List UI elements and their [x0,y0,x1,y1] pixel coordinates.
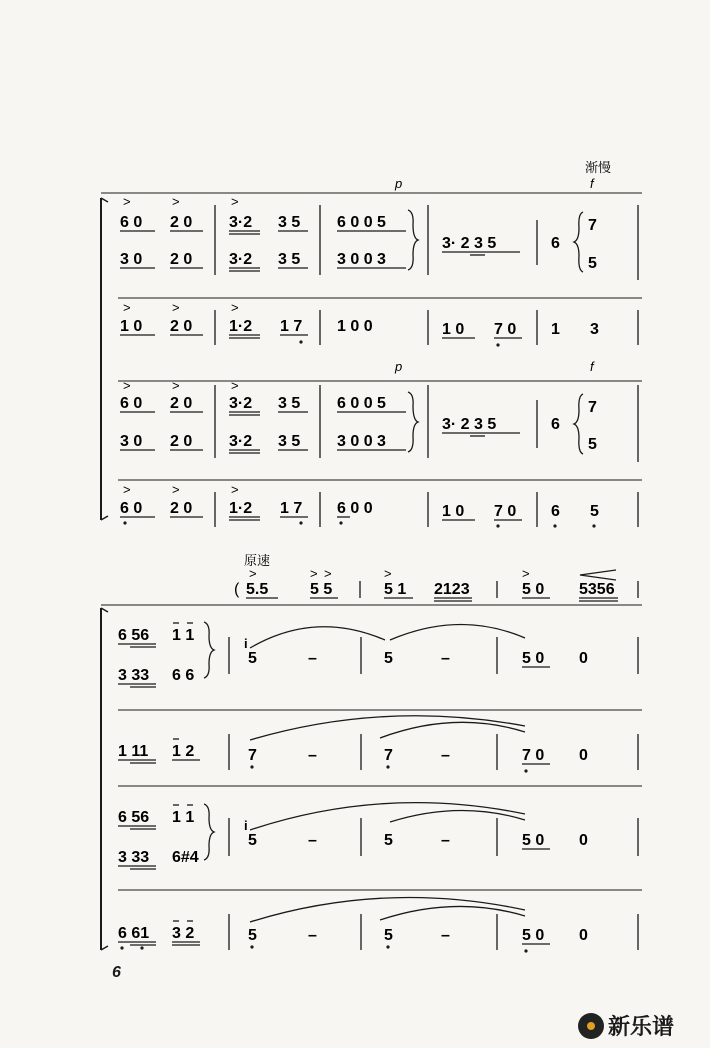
note: 6 0 0 [337,500,373,517]
note: – [441,650,450,667]
svg-text:(: ( [234,581,240,598]
note: 3 0 [120,433,143,450]
note: 5 0 [522,650,545,667]
note: 6#4 [172,849,199,866]
note: 2 0 [170,395,193,412]
note: 3 5 [278,433,301,450]
svg-text:>: > [172,482,180,497]
note: 1 1 [172,627,195,644]
system1-staff1 [120,194,638,280]
note: 2 0 [170,433,193,450]
note: 6 56 [118,809,150,826]
note: 1 11 [118,743,149,760]
note: 1 0 0 [337,318,373,335]
svg-text:>: > [172,378,180,393]
svg-text:>: > [324,566,332,581]
svg-text:>: > [123,300,131,315]
note: 6 0 0 5 [337,214,386,231]
grace-note: i [244,636,248,651]
note: 1 0 [442,503,465,520]
note: 3·2 [229,433,253,450]
note: 5 0 [522,832,545,849]
logo-text: 新乐谱 [608,1015,675,1040]
note: 1·2 [229,318,253,335]
note: 7 [384,747,393,764]
system2-intro-line [234,566,638,601]
note: 3 33 [118,667,150,684]
note: 5 5 [310,581,333,598]
grace-note: i [244,818,248,833]
system1-staff4 [120,482,638,528]
svg-text:>: > [231,300,239,315]
note: 5 [588,255,597,272]
note: – [308,927,317,944]
note: 1 0 [442,321,465,338]
note: 3 0 0 3 [337,251,386,268]
note: 3· 2 3 5 [442,416,497,433]
note: 0 [579,650,588,667]
system2-bracket [101,608,108,950]
svg-text:>: > [172,300,180,315]
note: 1 7 [280,318,303,335]
note: 2123 [434,581,470,598]
system1-staff3 [120,378,638,462]
note: 5 1 [384,581,407,598]
note: 5 0 [522,927,545,944]
note: 6 6 [172,667,195,684]
note: 5.5 [246,581,269,598]
note: 2 0 [170,318,193,335]
note: 5 [384,927,393,944]
note: 7 [588,217,597,234]
note: 3 2 [172,925,195,942]
note: 0 [579,832,588,849]
note: 2 0 [170,251,193,268]
record-disc-icon [578,1013,604,1039]
svg-text:>: > [172,194,180,209]
system2-staff2 [118,716,638,773]
note: 3·2 [229,251,253,268]
note: 1 7 [280,500,303,517]
note: – [441,832,450,849]
note: 5 [248,650,257,667]
note: 6 [551,235,560,252]
system1-bracket [101,198,108,520]
note: 6 56 [118,627,150,644]
note: 0 [579,747,588,764]
note: 3 5 [278,214,301,231]
note: 2 0 [170,214,193,231]
note: 3·2 [229,214,253,231]
note: 3 5 [278,251,301,268]
note: 3· 2 3 5 [442,235,497,252]
svg-text:>: > [249,566,257,581]
dynamic-f-2: f [590,359,594,374]
svg-text:>: > [123,482,131,497]
note: 7 [248,747,257,764]
note: 5 [590,503,599,520]
note: – [308,832,317,849]
system2-staff1 [118,622,638,687]
svg-text:>: > [231,482,239,497]
note: 5 0 [522,581,545,598]
svg-text:>: > [522,566,530,581]
note: 1 [551,321,560,338]
tempo-original-marking: 原速 [244,553,271,568]
note: 3 5 [278,395,301,412]
note: 7 0 [494,503,517,520]
page-number: 6 [112,964,121,981]
note: 1·2 [229,500,253,517]
note: 6 0 [120,214,143,231]
note: 5 [384,832,393,849]
note: 1 2 [172,743,195,760]
site-logo [578,1010,674,1041]
note: 5 [248,927,257,944]
note: 3 0 [120,251,143,268]
svg-text:>: > [123,378,131,393]
note: 5 [248,832,257,849]
note: 3 0 0 3 [337,433,386,450]
note: 7 0 [494,321,517,338]
note: 0 [579,927,588,944]
dynamic-p-2: p [395,359,403,374]
note: 1 0 [120,318,143,335]
note: 2 0 [170,500,193,517]
note: 6 0 [120,395,143,412]
note: 6 0 [120,500,143,517]
note: 6 61 [118,925,150,942]
dynamic-f-1: f [590,176,594,191]
note: 5 [588,436,597,453]
note: 5356 [579,581,615,598]
svg-text:>: > [384,566,392,581]
svg-text:>: > [310,566,318,581]
note: – [308,650,317,667]
tempo-slow-marking: 渐慢 [585,160,612,175]
note: 1 1 [172,809,195,826]
svg-text:>: > [231,194,239,209]
note: 6 [551,416,560,433]
svg-text:>: > [123,194,131,209]
dynamic-p-1: p [395,176,403,191]
note: 7 0 [522,747,545,764]
note: 3 33 [118,849,150,866]
note: 3·2 [229,395,253,412]
system2-staff4 [118,898,638,953]
note: 5 [384,650,393,667]
note: 6 [551,503,560,520]
note: – [441,927,450,944]
system2-staff3 [118,803,638,869]
note: 6 0 0 5 [337,395,386,412]
note: 7 [588,399,597,416]
note: – [441,747,450,764]
note: – [308,747,317,764]
svg-text:>: > [231,378,239,393]
system1-staff2 [120,300,638,347]
note: 3 [590,321,599,338]
